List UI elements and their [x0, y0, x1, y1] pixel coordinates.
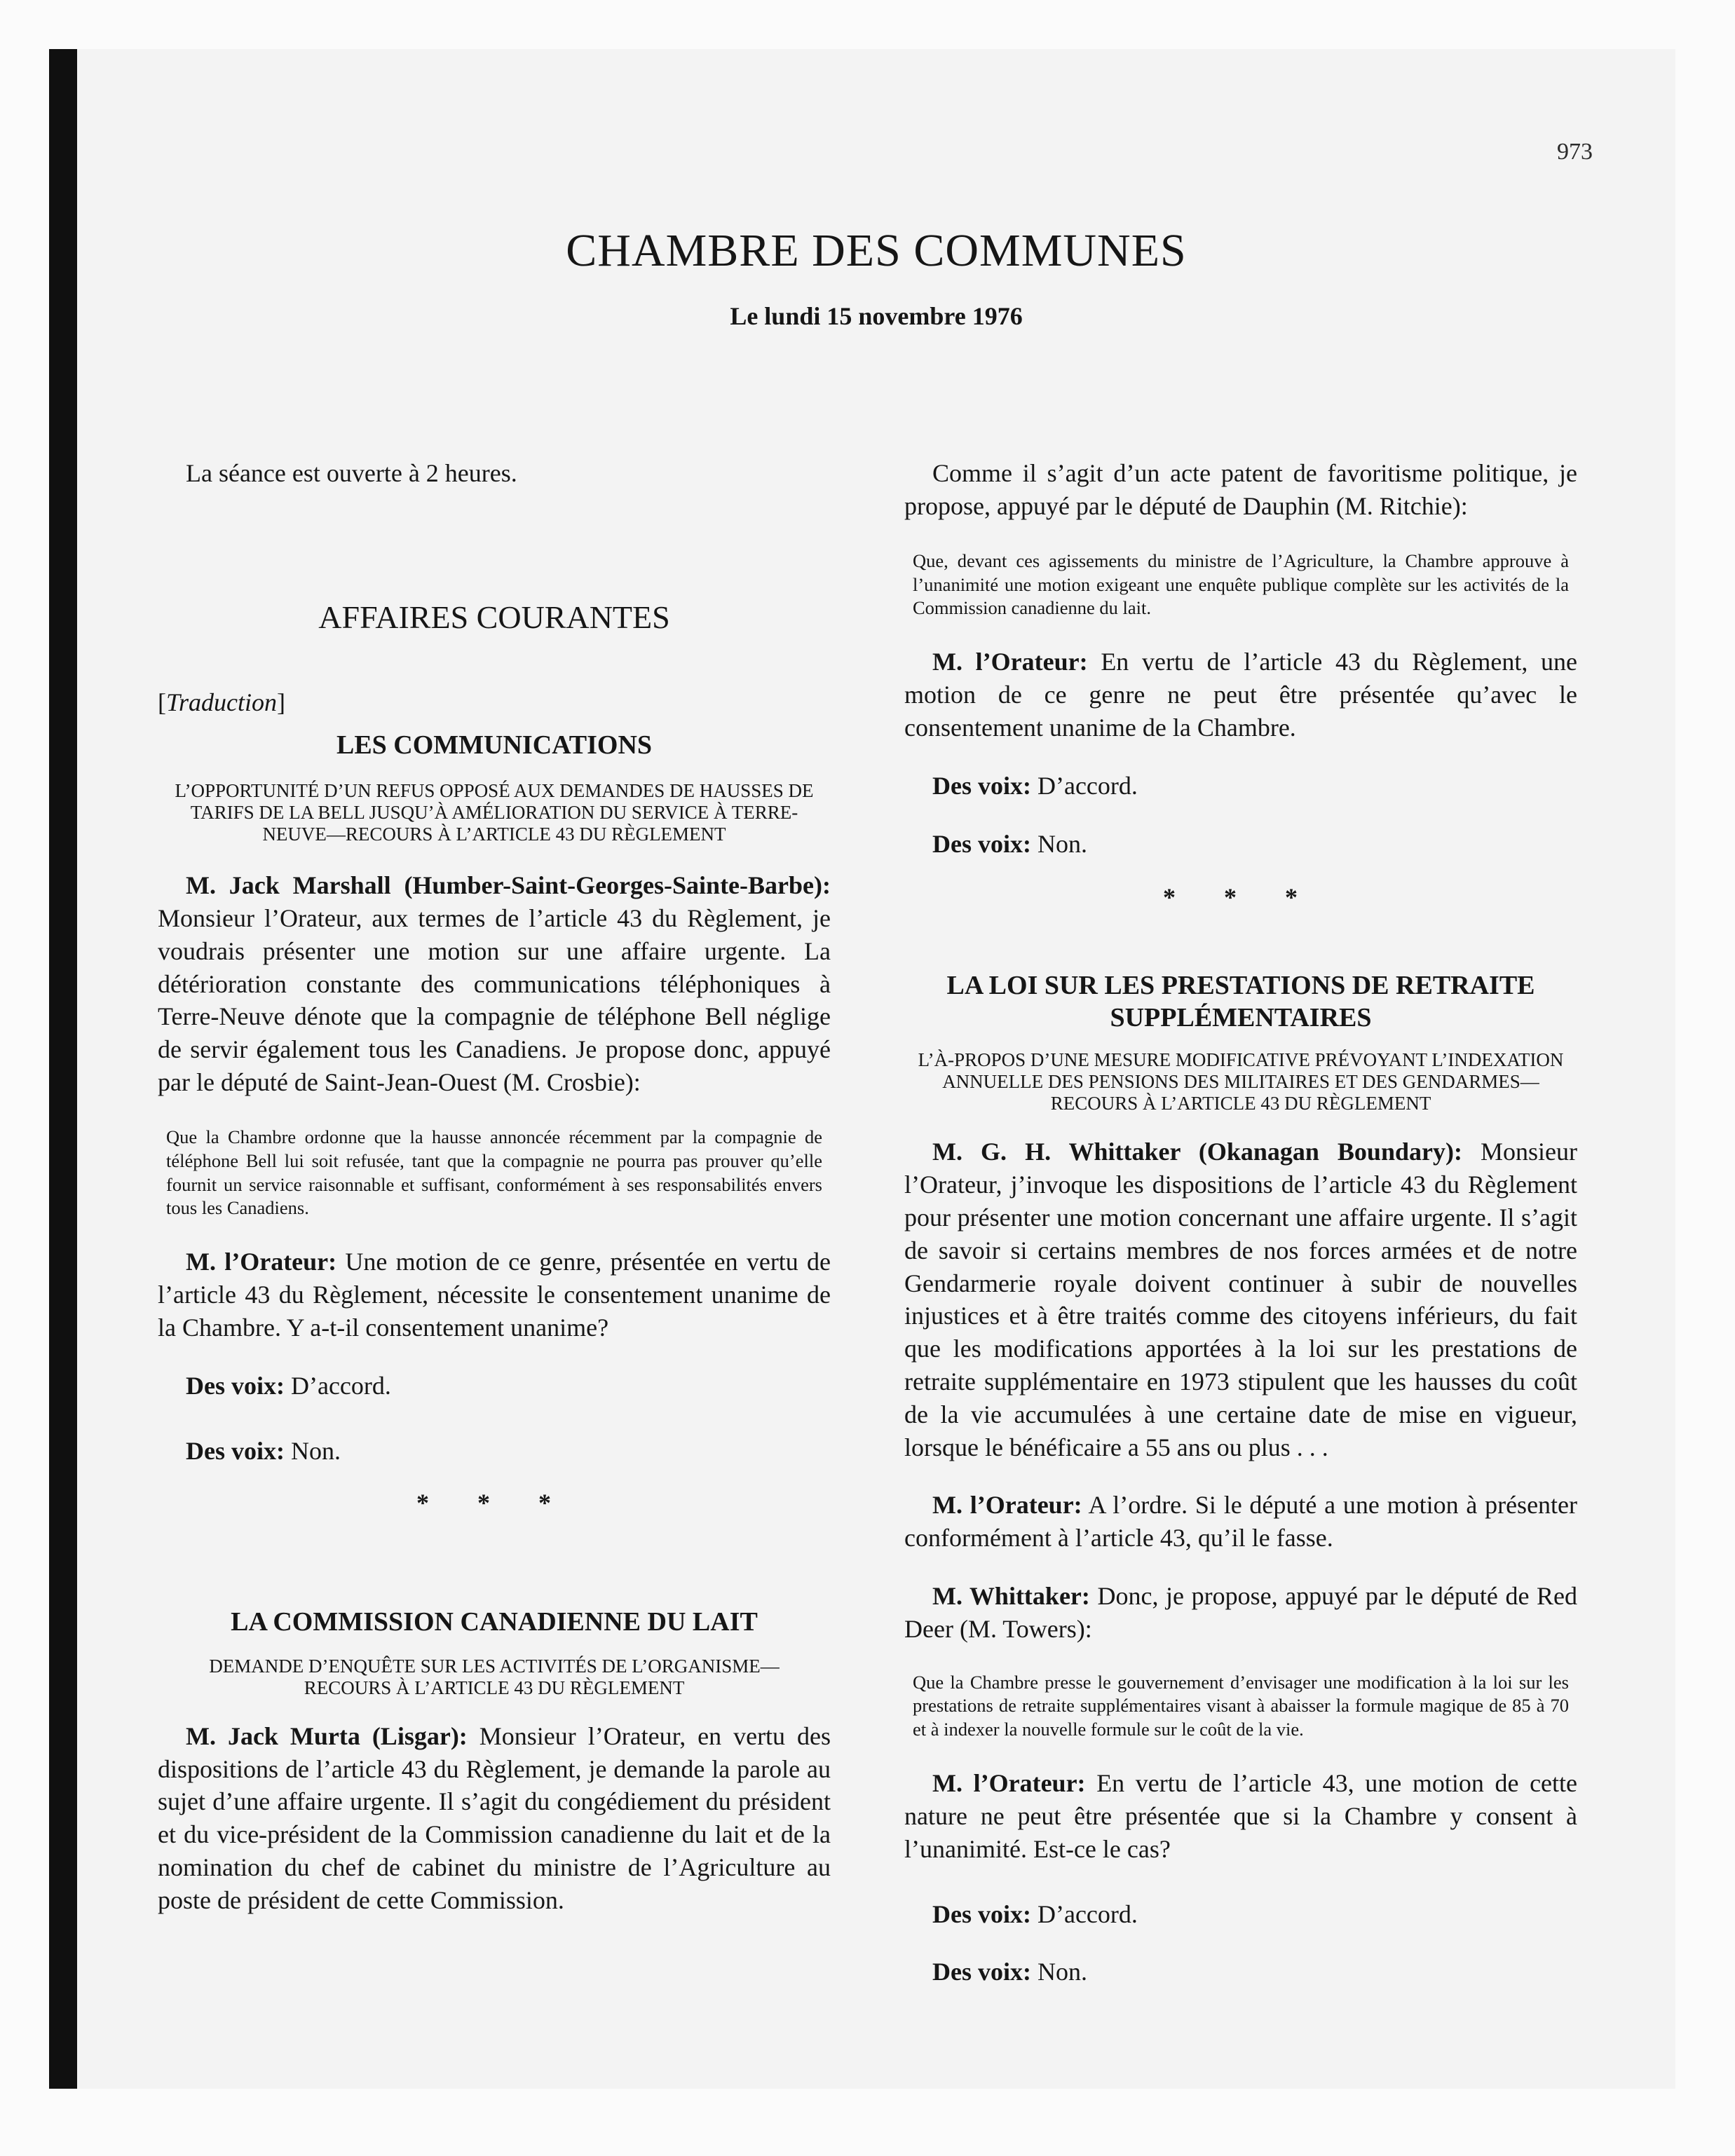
rubric-text: Traduction [166, 688, 278, 716]
scan-edge-shadow [49, 49, 77, 2089]
communications-heading: LES COMMUNICATIONS [336, 730, 653, 760]
page-number: 973 [1557, 139, 1593, 165]
voices-yes-1 [158, 1370, 831, 1403]
voices-response: Non. [1037, 829, 1087, 858]
lait-heading: LA COMMISSION CANADIENNE DU LAIT [231, 1607, 758, 1637]
voices-label: Des voix: [932, 771, 1031, 800]
voices-response: D’accord. [290, 1371, 391, 1400]
marshall-speech [158, 869, 831, 1099]
whittaker-speech-text: Monsieur l’Orateur, j’invoque les dispositions de l’article 43 du Règlement pour présenter une motion concernant une affaire urgente. Il s’agit de savoir si certains membres de nos forces armées et de notre Gendarmerie royale doivent continuer à subir de nouvelles injustices et à être traités comme des citoyens inférieurs, du fait que les modifications apportées à la loi sur les prestations de retraite supplémentaire en 1973 stipulent que les hausses du coût de la vie accumulées à une certaine date de mise en vigueur, lorsque le bénéficaire a 55 ans ou plus . . . [904, 1138, 1578, 1461]
whittaker-motion: Que la Chambre presse le gouvernement d’envisager une modification à la loi sur les prestations de retraite supplémentaires visant à abaisser la formule magique de 85 à 70 et à indexer la nouvelle formule sur le coût de la vie. [913, 1671, 1569, 1740]
voices-label: Des voix: [932, 1899, 1031, 1928]
loi-subheading: L’À-PROPOS D’UNE MESURE MODIFICATIVE PRÉVOYANT L’INDEXATION ANNUELLE DES PENSIONS DES MILITAIRES ET DES GENDARMES—RECOURS À L’ARTICLE 43 DU RÈGLEMENT [918, 1049, 1564, 1114]
whittaker-speech [904, 1135, 1577, 1464]
speaker-ruling-4 [904, 1767, 1577, 1865]
communications-subheading: L’OPPORTUNITÉ D’UN REFUS OPPOSÉ AUX DEMANDES DE HAUSSES DE TARIFS DE LA BELL JUSQU’À AMÉLIORATION DU SERVICE À TERRE-NEUVE—RECOURS À L’ARTICLE 43 DU RÈGLEMENT [175, 779, 814, 845]
speaker-orateur: M. l’Orateur: [932, 1491, 1082, 1520]
speaker-orateur: M. l’Orateur: [932, 648, 1088, 676]
section-separator: * * * [416, 1489, 572, 1517]
lait-subheading: DEMANDE D’ENQUÊTE SUR LES ACTIVITÉS DE L’ORGANISME—RECOURS À L’ARTICLE 43 DU RÈGLEMENT [209, 1655, 780, 1698]
speaker-ruling-2-text: En vertu de l’article 43 du Règlement, une motion de ce genre ne peut être présentée qu’avec le consentement unanime de la Chambre. [904, 648, 1577, 742]
murta-speech-continued: Comme il s’agit d’un acte patent de favoritisme politique, je propose, appuyé par le député de Dauphin (M. Ritchie): [904, 459, 1577, 520]
voices-no-2 [904, 828, 1577, 861]
speaker-whittaker-short: M. Whittaker: [932, 1581, 1090, 1610]
voices-label: Des voix: [186, 1436, 285, 1465]
voices-no-1 [158, 1435, 831, 1468]
marshall-motion: Que la Chambre ordonne que la hausse annoncée récemment par la compagnie de téléphone Bell lui soit refusée, tant que la compagnie ne pourra pas prouver qu’elle fournit un service raisonnable et suffisant, conformément à ses responsabilités envers tous les Canadiens. [166, 1126, 822, 1219]
speaker-whittaker: M. G. H. Whittaker (Okanagan Boundary): [932, 1138, 1462, 1166]
voices-label: Des voix: [186, 1371, 285, 1400]
marshall-speech-text: Monsieur l’Orateur, aux termes de l’article 43 du Règlement, je voudrais présenter une motion sur une affaire urgente. La détérioration constante des communications téléphoniques à Terre-Neuve dénote que la compagnie de téléphone Bell néglige de servir également tous les Canadiens. Je propose donc, appuyé par le député de Saint-Jean-Ouest (M. Crosbie): [158, 903, 831, 1096]
whittaker-motion-intro-text: Donc, je propose, appuyé par le député de Red Deer (M. Towers): [904, 1581, 1577, 1643]
voices-label: Des voix: [932, 829, 1031, 858]
whittaker-motion-intro [904, 1580, 1577, 1646]
speaker-ruling-1-text: Une motion de ce genre, présentée en vertu de l’article 43 du Règlement, nécessite le consentement unanime de la Chambre. Y a-t-il consentement unanime? [158, 1248, 831, 1342]
sitting-date: Le lundi 15 novembre 1976 [730, 302, 1023, 330]
voices-response: D’accord. [1037, 771, 1138, 800]
translation-rubric: [Traduction] [158, 688, 286, 716]
speaker-marshall: M. Jack Marshall (Humber-Saint-Georges-Sainte-Barbe): [186, 871, 831, 900]
speaker-murta: M. Jack Murta (Lisgar): [186, 1721, 468, 1750]
left-column [158, 414, 831, 1917]
speaker-orateur: M. l’Orateur: [186, 1248, 337, 1276]
affaires-courantes-heading: AFFAIRES COURANTES [318, 599, 670, 635]
speaker-ruling-1 [158, 1246, 831, 1344]
speaker-orateur: M. l’Orateur: [932, 1769, 1086, 1798]
loi-heading: LA LOI SUR LES PRESTATIONS DE RETRAITE SUPPLÉMENTAIRES [946, 971, 1535, 1032]
murta-speech-text: Monsieur l’Orateur, en vertu des dispositions de l’article 43 du Règlement, je demande la parole au sujet d’une affaire urgente. Il s’agit du congédiement du président et du vice-président de la Commission canadienne du lait et de la nomination du chef de cabinet du ministre de l’Agriculture au poste de président de cette Commission. [158, 1721, 831, 1914]
section-separator: * * * [1163, 883, 1319, 912]
speaker-ruling-3-text: A l’ordre. Si le député a une motion à présenter conformément à l’article 43, qu’il le fasse. [904, 1491, 1578, 1553]
voices-no-3 [904, 1956, 1577, 1988]
hansard-page [77, 49, 1675, 2089]
speaker-ruling-4-text: En vertu de l’article 43, une motion de cette nature ne peut être présentée que si la Chambre y consent à l’unanimité. Est-ce le cas? [904, 1769, 1578, 1863]
opening-line: La séance est ouverte à 2 heures. [186, 459, 517, 487]
right-column [904, 414, 1577, 1988]
voices-response: Non. [1037, 1958, 1087, 1986]
voices-response: Non. [290, 1436, 341, 1465]
voices-response: D’accord. [1037, 1899, 1138, 1928]
voices-label: Des voix: [932, 1958, 1031, 1986]
murta-motion: Que, devant ces agissements du ministre de l’Agriculture, la Chambre approuve à l’unanimité une motion exigeant une enquête publique complète sur les activités de la Commission canadienne du lait. [913, 550, 1569, 619]
voices-yes-2 [904, 770, 1577, 803]
voices-yes-3 [904, 1898, 1577, 1931]
speaker-ruling-2 [904, 646, 1577, 744]
speaker-ruling-3 [904, 1489, 1577, 1555]
murta-speech [158, 1720, 831, 1917]
page-title: CHAMBRE DES COMMUNES [566, 225, 1187, 276]
